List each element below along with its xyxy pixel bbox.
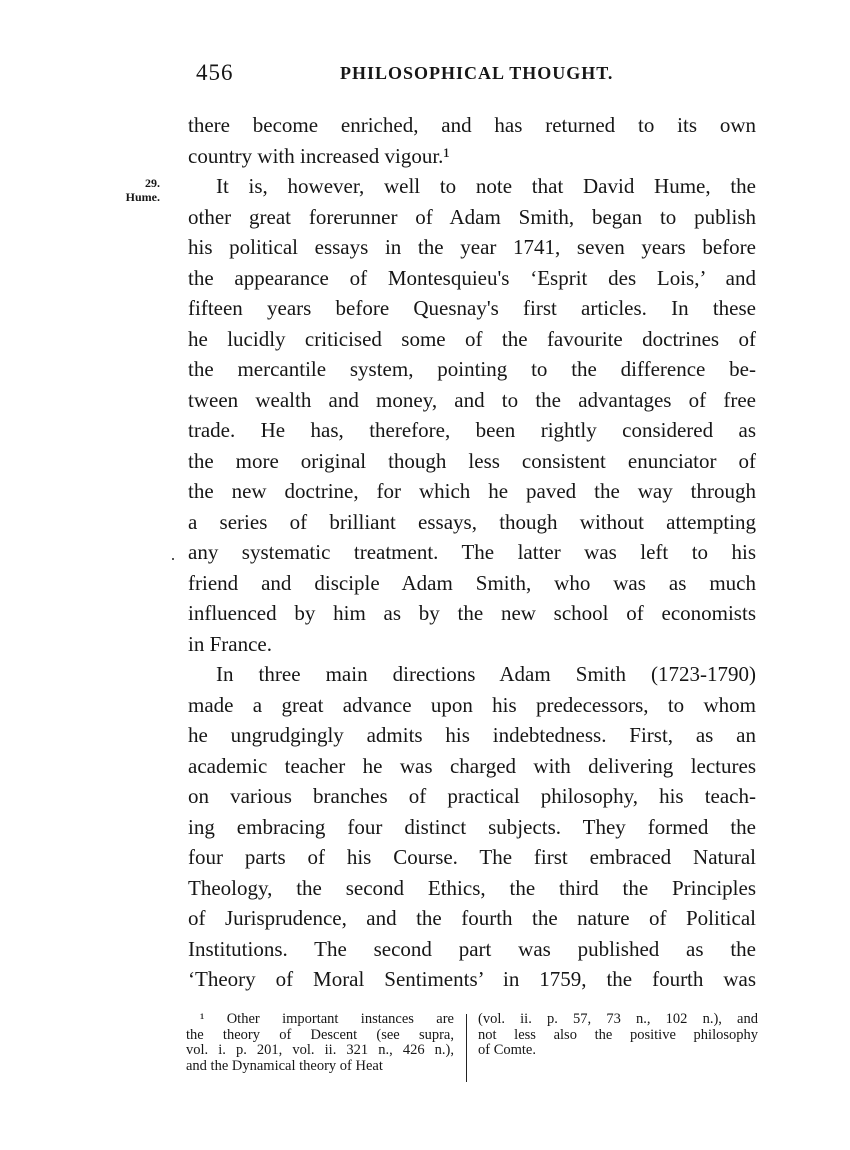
text-line: made a great advance upon his predecessors, to whom: [188, 692, 756, 717]
text-line: academic teacher he was charged with delivering lectures: [188, 753, 756, 778]
text-line: tween wealth and money, and to the advantages of free: [188, 387, 756, 412]
text-line: the new doctrine, for which he paved the way through: [188, 479, 756, 503]
footnote-line: the theory of Descent (see supra,: [186, 1026, 454, 1043]
paragraph-start-line: In three main directions Adam Smith (1723-1790): [216, 662, 756, 686]
text-line: other great forerunner of Adam Smith, began to publish: [188, 204, 756, 229]
text-line: he ungrudgingly admits his indebtedness. First, as an: [188, 723, 756, 747]
footnote-column-divider: [466, 1014, 467, 1082]
text-line: influenced by him as by the new school of economists: [188, 601, 756, 625]
footnote-line: of Comte.: [478, 1042, 536, 1058]
text-line: he lucidly criticised some of the favourite doctrines of: [188, 326, 756, 351]
margin-note: [96, 176, 160, 204]
footnote-left-column: [186, 1012, 454, 1074]
footnote-line: not less also the positive philosophy: [478, 1026, 758, 1043]
footnote-line: (vol. ii. p. 57, 73 n., 102 n.), and: [478, 1011, 758, 1027]
margin-note-label: Hume.: [125, 190, 160, 204]
text-line: Institutions. The second part was published as the: [188, 936, 756, 961]
footnote-line: vol. i. p. 201, vol. ii. 321 n., 426 n.),: [186, 1042, 454, 1058]
text-line: in France.: [188, 631, 272, 656]
text-line: there become enriched, and has returned to its own: [188, 113, 756, 137]
text-line: ‘Theory of Moral Sentiments’ in 1759, the fourth was: [188, 967, 756, 991]
stray-ink-mark: [172, 558, 174, 560]
text-line: of Jurisprudence, and the fourth the nature of Political: [188, 906, 756, 930]
page-number: 456: [196, 60, 234, 85]
text-line: the more original though less consistent enunciator of: [188, 448, 756, 473]
text-line: a series of brilliant essays, though without attempting: [188, 509, 756, 534]
text-line: fifteen years before Quesnay's first articles. In these: [188, 296, 756, 320]
running-title: PHILOSOPHICAL THOUGHT.: [340, 63, 614, 83]
text-line: any systematic treatment. The latter was left to his: [188, 540, 756, 564]
margin-note-number: 29.: [145, 176, 160, 190]
footnote-line: and the Dynamical theory of Heat: [186, 1057, 383, 1074]
body-text: [188, 110, 756, 995]
footnotes: [186, 1012, 758, 1082]
text-line: country with increased vigour.¹: [188, 143, 450, 168]
text-line: the mercantile system, pointing to the difference be-: [188, 357, 756, 381]
footnote-right-column: [478, 1012, 758, 1059]
text-line: on various branches of practical philosophy, his teach-: [188, 784, 756, 808]
text-line: four parts of his Course. The first embraced Natural: [188, 845, 756, 869]
footnote-line: ¹ Other important instances are: [200, 1011, 454, 1027]
text-line: the appearance of Montesquieu's ‘Esprit des Lois,’ and: [188, 265, 756, 290]
paragraph-start-line: It is, however, well to note that David Hume, the: [216, 174, 756, 198]
text-line: ing embracing four distinct subjects. They formed the: [188, 814, 756, 839]
page-header: [196, 60, 756, 90]
text-line: his political essays in the year 1741, seven years before: [188, 235, 756, 259]
text-line: friend and disciple Adam Smith, who was as much: [188, 570, 756, 595]
text-line: trade. He has, therefore, been rightly considered as: [188, 418, 756, 442]
text-line: Theology, the second Ethics, the third the Principles: [188, 875, 756, 900]
